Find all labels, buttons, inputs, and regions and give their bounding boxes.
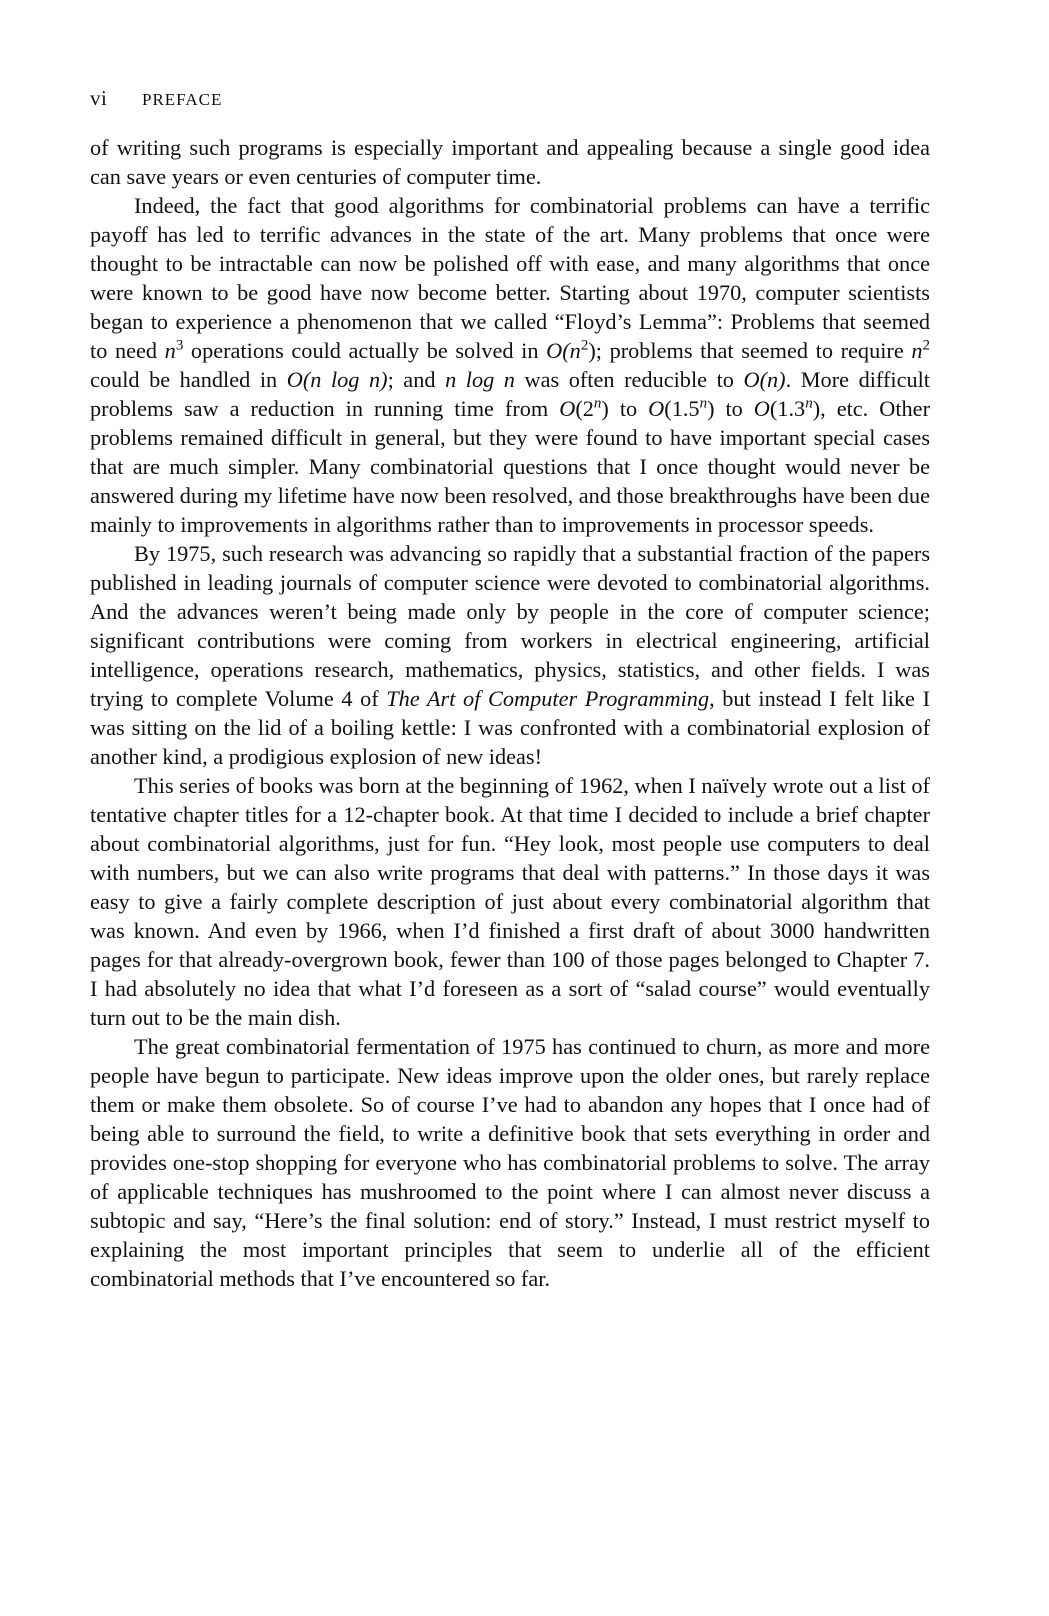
body-text [90,133,930,1293]
math-argument: (1.5 [664,396,700,421]
math-expression: O(n log n) [286,367,388,392]
text-run: . More difficult problems saw a reduction in running time from [90,367,930,421]
math-expression [546,338,596,363]
text-run: By 1975, such research was advancing so rapidly that a substantial fraction of the papers published in leading journals of computer science were devoted to combinatorial algorithms. And the advances weren’t being made only by people in the core of computer science; significant contributions were coming from workers in electrical engineering, artificial intelligence, operations research, mathematics, physics, statistics, and other fields. I was trying to complete Volume 4 of [90,541,930,711]
math-argument: (2 [575,396,594,421]
math-exponent: n [593,395,602,412]
math-base: n [164,338,176,363]
math-expression: n log n [445,367,515,392]
paragraph [90,191,930,539]
paragraph [90,771,930,1032]
math-base: O [648,396,665,421]
math-exponent: 2 [922,337,930,354]
text-run: to [714,396,754,421]
math-close-paren: ) [707,396,715,421]
page-number: vi [90,86,108,110]
text-run: was often reducible to [514,367,744,392]
text-run: ; and [387,367,446,392]
book-page [90,86,930,1293]
math-base: O [546,338,563,363]
math-base: n [911,338,923,363]
text-run: , etc. Other problems remained difficult in general, but they were found to have important special cases that are much simpler. Many combinatorial questions that I once thought would never be answered during my lifetime have now been resolved, and those breakthroughs have been due mainly to improvements in algorithms rather than to improvements in processor speeds. [90,396,930,537]
paragraph [90,133,930,191]
text-run: to [608,396,649,421]
math-close-paren: ) [588,338,596,363]
text-run: Indeed, the fact that good algorithms for combinatorial problems can have a terrific payoff has led to terrific advances in the state of the art. Many problems that once were thought to be intractable can now be polished off with ease, and many algorithms that once were known to be good have now become better. Starting about 1970, computer scientists began to experience a phenomenon that we called “Floyd’s Lemma”: Problems that seemed to need [90,193,930,363]
math-close-paren: ) [812,396,821,421]
math-close-paren: ) [601,396,609,421]
text-run: The great combinatorial fermentation of 1975 has continued to churn, as more and more people have begun to participate. New ideas improve upon the older ones, but rarely replace them or make them obsolete. So of course I’ve had to abandon any hopes that I once had of being able to surround the field, to write a definitive book that sets everything in order and provides one-stop shopping for everyone who has combinatorial problems to solve. The array of applicable techniques has mushroomed to the point where I can almost never discuss a subtopic and say, “Here’s the final solution: end of story.” Instead, I must restrict myself to explaining the most important principles that seem to underlie all of the efficient combinatorial methods that I’ve encountered so far. [90,1034,930,1291]
text-run: could be handled in [90,367,287,392]
math-exponent: 3 [175,337,184,354]
math-exponent: n [805,395,813,412]
paragraph [90,1032,930,1293]
math-base: O [559,396,576,421]
math-argument: (1.3 [769,396,806,421]
text-run: This series of books was born at the beginning of 1962, when I naïvely wrote out a list of tentative chapter titles for a 12-chapter book. At that time I decided to include a brief chapter about combinatorial algorithms, just for fun. “Hey look, most people use computers to deal with numbers, but we can also write programs that deal with patterns.” In those days it was easy to give a fairly complete description of just about every combinatorial algorithm that was known. And even by 1966, when I’d finished a first draft of about 3000 handwritten pages for that already-overgrown book, fewer than 100 of those pages belonged to Chapter 7. I had absolutely no idea that what I’d foreseen as a sort of “salad course” would eventually turn out to be the main dish. [90,773,930,1030]
text-run: of writing such programs is especially important and appealing because a single good idea can save years or even centuries of computer time. [90,135,930,189]
book-title: The Art of Computer Programming [386,686,710,711]
paragraph [90,539,930,771]
text-run: , but instead I felt like I was sitting on the lid of a boiling kettle: I was confronted with a combinatorial explosion of another kind, a prodigious explosion of new ideas! [90,686,930,769]
math-expression [165,338,184,363]
math-exponent: n [699,395,708,412]
math-expression [754,396,820,421]
math-expression [559,396,609,421]
text-run: ; problems that seemed to require [595,338,912,363]
math-expression: O(n) [743,367,786,392]
math-exponent: 2 [580,337,589,354]
math-expression [911,338,930,363]
math-argument: (n [562,338,581,363]
math-expression [648,396,714,421]
math-base: O [753,396,770,421]
running-head [90,86,930,111]
running-head-title: PREFACE [142,90,223,109]
text-run: operations could actually be solved in [183,338,547,363]
